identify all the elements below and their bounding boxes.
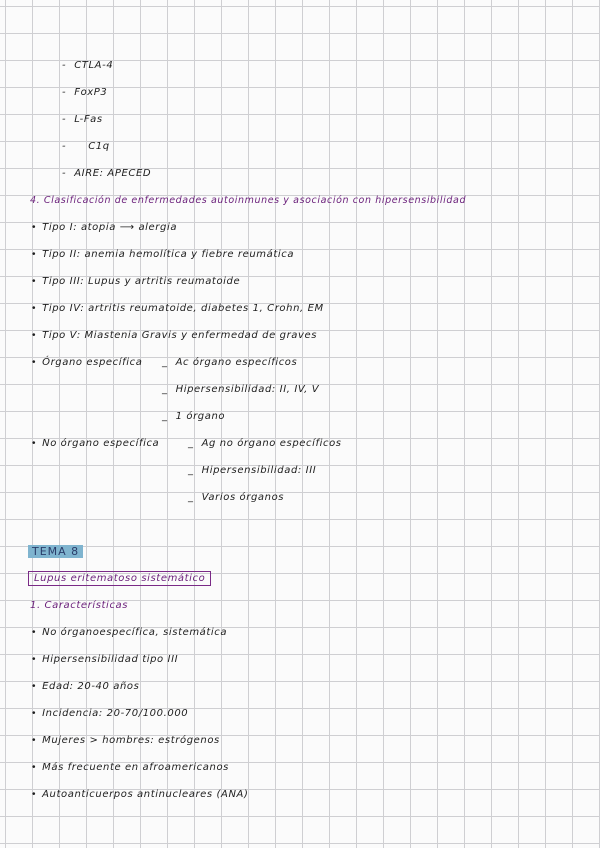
bullet-item: • Más frecuente en afroamericanos (32, 762, 229, 773)
tema-label: TEMA 8 (28, 545, 83, 558)
bullet-item: • Tipo V: Miastenia Gravis y enfermedad de graves (32, 330, 318, 341)
sub-item: _ Ag no órgano específicos (188, 438, 342, 449)
section-heading: 4. Clasificación de enfermedades autoinmunes y asociación con hipersensibilidad (30, 195, 467, 206)
dash-item: - L-Fas (62, 114, 103, 125)
sub-item: _ Hipersensibilidad: II, IV, V (162, 384, 320, 395)
bullet-item: • Tipo I: atopia ⟶ alergia (32, 222, 178, 233)
bullet-item: • No órgano específica (32, 438, 160, 449)
sub-item: _ Ac órgano específicos (162, 357, 298, 368)
dash-item: - C1q (62, 141, 110, 152)
bullet-item: • Hipersensibilidad tipo III (32, 654, 179, 665)
bullet-item: • No órganoespecífica, sistemática (32, 627, 228, 638)
sub-item: _ Hipersensibilidad: III (188, 465, 317, 476)
sub-item: _ 1 órgano (162, 411, 226, 422)
bullet-item: • Incidencia: 20-70/100.000 (32, 708, 189, 719)
sub-item: _ Varios órganos (188, 492, 285, 503)
bullet-item: • Mujeres > hombres: estrógenos (32, 735, 220, 746)
dash-item: - AIRE: APECED (62, 168, 152, 179)
dash-item: - FoxP3 (62, 87, 108, 98)
bullet-item: • Tipo IV: artritis reumatoide, diabetes 1, Crohn, EM (32, 303, 324, 314)
bullet-item: • Edad: 20-40 años (32, 681, 140, 692)
section-heading: 1. Características (30, 600, 129, 611)
bullet-item: • Tipo III: Lupus y artritis reumatoide (32, 276, 241, 287)
bullet-item: • Autoanticuerpos antinucleares (ANA) (32, 789, 249, 800)
bullet-item: • Órgano específica (32, 357, 143, 368)
topic-title-box: Lupus eritematoso sistemático (28, 571, 211, 586)
dash-item: - CTLA-4 (62, 60, 114, 71)
bullet-item: • Tipo II: anemia hemolítica y fiebre reumática (32, 249, 295, 260)
